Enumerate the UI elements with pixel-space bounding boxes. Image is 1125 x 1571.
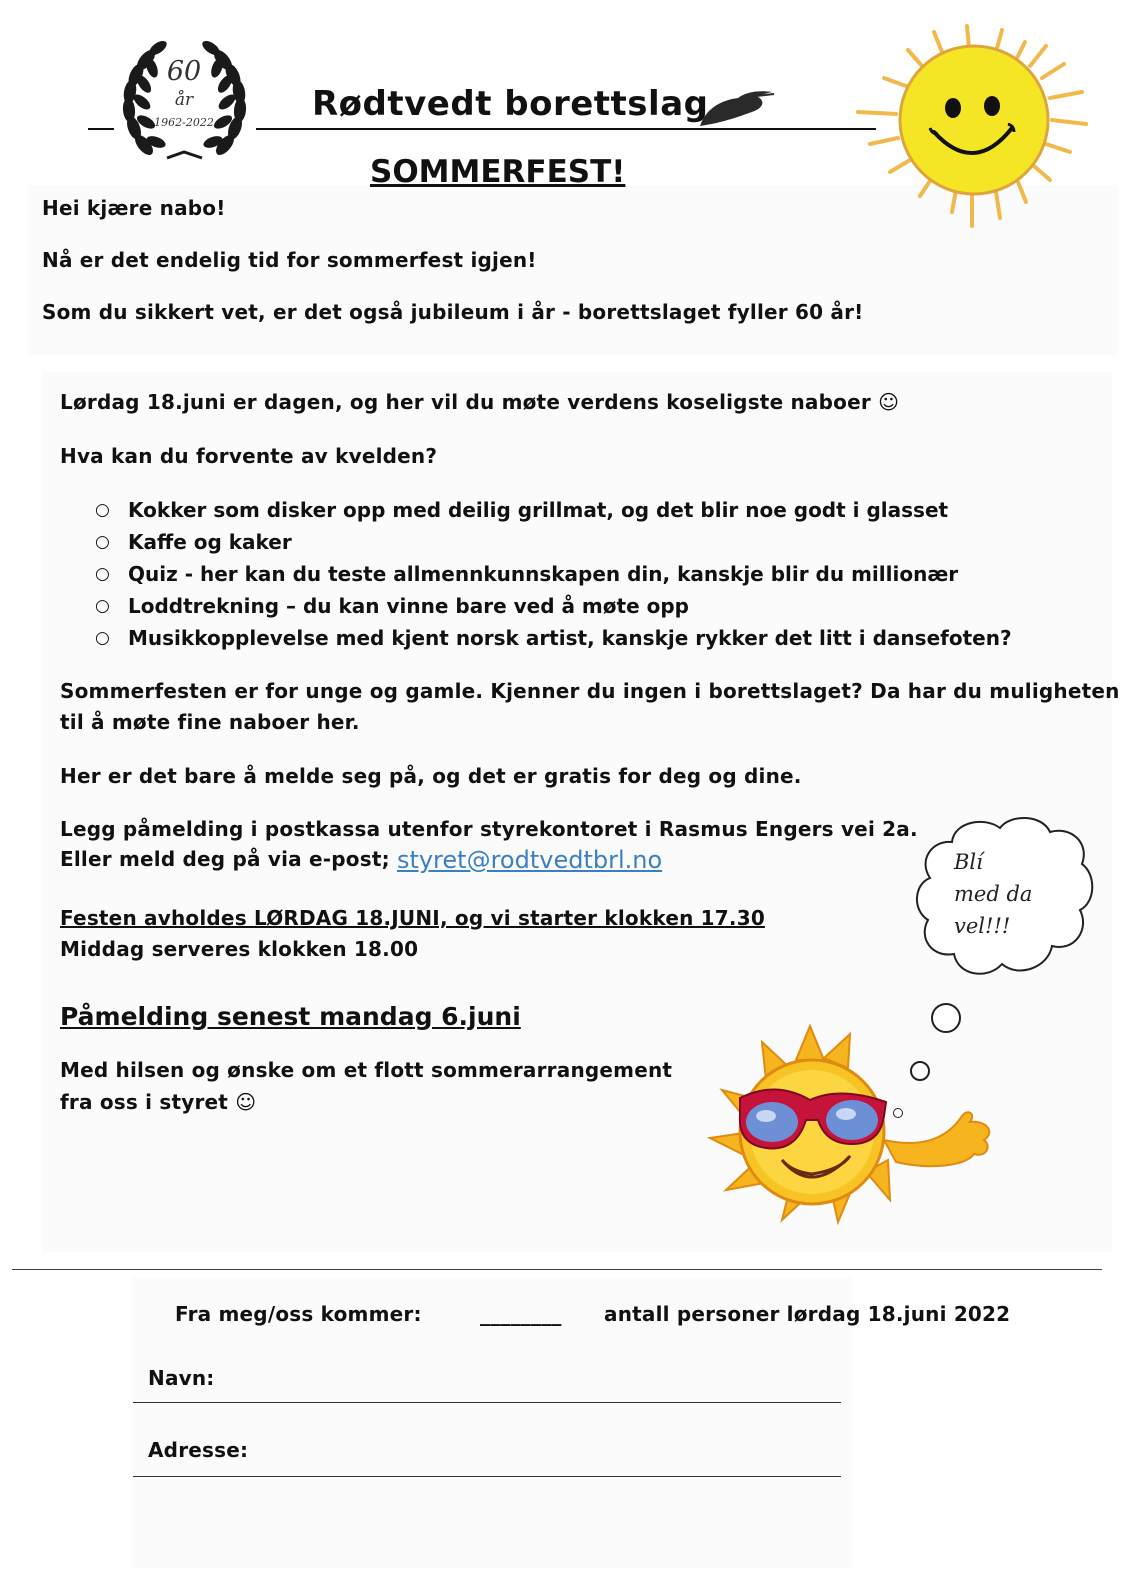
intro-line-1: Nå er det endelig tid for sommerfest igjen! [42,248,537,272]
paragraph-1-line-1: Sommerfesten er for unge og gamle. Kjenner du ingen i borettslaget? Da har du muligheten [60,679,1120,703]
logo-number: 60 [166,56,202,87]
list-item [95,558,1012,590]
list-item-text: Kokker som disker opp med deilig grillmat, og det blir noe godt i glasset [128,498,949,522]
thought-bubble [914,812,1096,988]
smiling-sun-icon [850,20,1100,235]
header-rule-right [256,128,876,130]
signup-line-2 [60,846,662,874]
signup-prefix: Eller meld deg på via e-post; [60,847,397,871]
bullet-marker: ○ [95,500,110,520]
thought-line-1: Blí [954,850,983,874]
name-field[interactable] [133,1380,841,1403]
anniversary-logo [112,30,257,170]
pelican-icon [696,86,776,130]
greeting: Hei kjære nabo! [42,196,226,220]
list-item-text: Loddtrekning – du kan vinne bare ved å møte opp [128,594,689,618]
bullet-marker: ○ [95,564,110,584]
program-list [95,494,1012,654]
closing-line-2: fra oss i styret ☺ [60,1090,257,1114]
question-line: Hva kan du forvente av kvelden? [60,444,438,468]
closing-line-1: Med hilsen og ønske om et flott sommerarrangement [60,1058,673,1082]
paragraph-1-line-2: til å møte fine naboer her. [60,710,360,734]
list-item-text: Kaffe og kaker [128,530,292,554]
event-heading: SOMMERFEST! [370,154,626,190]
page-title: Rødtvedt borettslag [312,84,709,124]
signup-line-1: Legg påmelding i postkassa utenfor styrekontoret i Rasmus Engers vei 2a. [60,817,918,841]
intro-line-2: Som du sikkert vet, er det også jubileum i år - borettslaget fyller 60 år! [42,300,864,324]
thought-line-2: med da [954,882,1033,906]
cut-line [12,1269,1102,1270]
attend-label: Fra meg/oss kommer: [175,1302,422,1326]
list-item [95,622,1012,654]
logo-years: 1962-2022 [154,116,214,129]
date-line: Lørdag 18.juni er dagen, og her vil du møte verdens koseligste naboer ☺ [60,390,900,414]
bullet-marker: ○ [95,532,110,552]
header-rule-left [88,128,114,130]
bullet-marker: ○ [95,596,110,616]
bullet-marker: ○ [95,628,110,648]
thought-text [954,846,1032,942]
list-item-text: Quiz - her kan du teste allmennkunnskapen din, kanskje blir du millionær [128,562,959,586]
attend-count-blank[interactable]: ________ [480,1302,562,1326]
address-field[interactable] [133,1454,841,1477]
attend-suffix: antall personer lørdag 18.juni 2022 [604,1302,1011,1326]
deadline-heading: Påmelding senest mandag 6.juni [60,1002,521,1031]
paragraph-2: Her er det bare å melde seg på, og det er gratis for deg og dine. [60,764,802,788]
list-item [95,494,1012,526]
logo-ar: år [174,90,194,110]
thought-line-3: vel!!! [954,914,1011,938]
list-item [95,526,1012,558]
sunglasses-sun-icon [700,1020,1000,1225]
event-time-line: Festen avholdes LØRDAG 18.JUNI, og vi starter klokken 17.30 [60,906,765,930]
address-label: Adresse: [148,1438,249,1462]
list-item [95,590,1012,622]
name-label: Navn: [148,1366,215,1390]
email-link[interactable]: styret@rodtvedtbrl.no [396,846,663,874]
dinner-line: Middag serveres klokken 18.00 [60,937,419,961]
list-item-text: Musikkopplevelse med kjent norsk artist, kanskje rykker det litt i dansefoten? [128,626,1012,650]
